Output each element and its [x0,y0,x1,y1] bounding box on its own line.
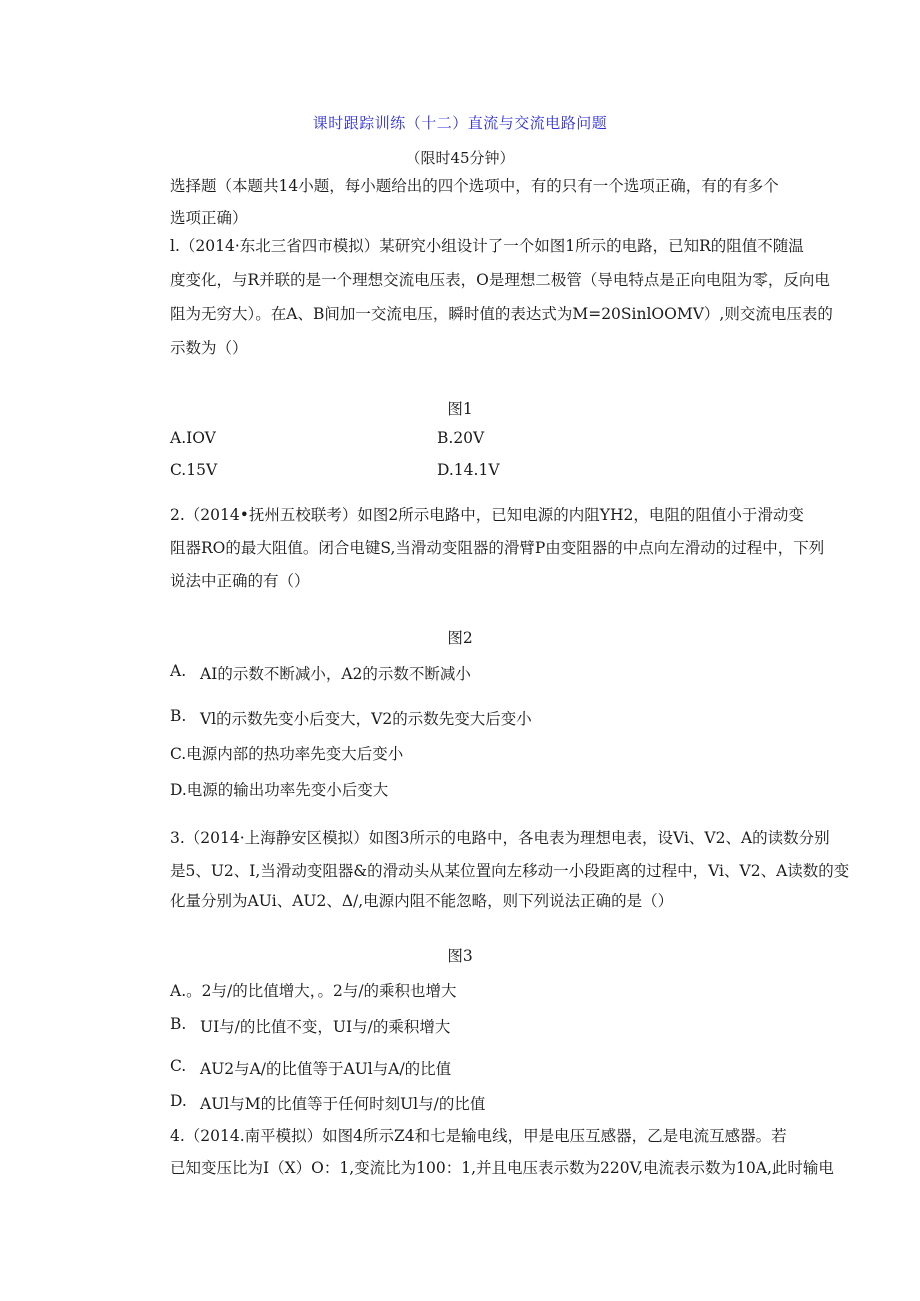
q3-option-a: A.。2与/的比值增大，。2与/的乘积也增大 [170,982,457,1000]
q2-option-b: Vl的示数先变小后变大，V2的示数先变大后变小 [200,710,532,728]
figure-3-caption: 图3 [447,947,473,965]
q1-line-4: 示数为（） [170,339,248,357]
q3-line-1: 3.（2014·上海静安区模拟）如图3所示的电路中，各电表为理想电表，设Vi、V2、A的读数分别 [170,829,830,847]
q3-line-3: 化量分别为AUi、AU2、Δ/,电源内阻不能忽略，则下列说法正确的是（） [170,892,674,910]
q2-option-a-label: A. [170,662,187,680]
figure-1-caption: 图1 [447,400,473,418]
q2-option-d: D.电源的输出功率先变小后变大 [170,781,389,799]
q2-option-a: AI的示数不断减小，A2的示数不断减小 [200,665,471,683]
q2-line-2: 阻器RO的最大阻值。闭合电键S,当滑动变阻器的滑臂P由变阻器的中点向左滑动的过程中，下列 [170,539,825,557]
document-title: 课时跟踪训练（十二）直流与交流电路问题 [312,114,608,132]
q1-option-a: A.IOV [170,429,216,447]
q2-option-b-label: B. [170,707,187,725]
q3-option-d: AUl与M的比值等于任何时刻Ul与/的比值 [200,1095,486,1113]
q3-line-2: 是5、U2、I,当滑动变阻器&的滑动头从某位置向左移动一小段距离的过程中，Vi、V2、A读数的变 [170,862,850,880]
q4-line-1: 4.（2014.南平模拟）如图4所示Z4和七是输电线，甲是电压互感器，乙是电流互感器。若 [170,1127,787,1145]
figure-2-caption: 图2 [447,629,473,647]
section-intro: 选择题（本题共14小题，每小题给出的四个选项中，有的只有一个选项正确，有的有多个选项正确） [170,177,779,227]
q2-option-c: C.电源内部的热功率先变大后变小 [170,745,404,763]
q3-option-b-label: B. [170,1015,187,1033]
q1-line-2: 度变化，与R并联的是一个理想交流电压表，O是理想二极管（导电特点是正向电阻为零，反向电 [170,271,830,289]
q2-line-3: 说法中正确的有（） [170,572,310,590]
q1-line-3: 阻为无穷大）。在A、B间加一交流电压，瞬时值的表达式为M=20SinlOOMV）,则交流电压表的 [170,305,833,323]
q3-option-c: AU2与A/的比值等于AUl与A/的比值 [200,1060,452,1078]
q1-option-b: B.20V [437,429,485,447]
q1-line-1: l.（2014·东北三省四市模拟）某研究小组设计了一个如图1所示的电路，已知R的阻值不随温 [170,237,804,255]
q3-option-c-label: C. [170,1057,187,1075]
q3-option-d-label: D. [170,1092,187,1110]
q4-line-2: 已知变压比为I（X）O：1,变流比为100：1,并且电压表示数为220V,电流表示数为10A,此时输电 [170,1159,834,1177]
q3-option-b: UI与/的比值不变，UI与/的乘积增大 [200,1018,451,1036]
q1-option-d: D.14.1V [437,461,500,479]
time-limit: （限时45分钟） [405,149,515,167]
q2-line-1: 2.（2014•抚州五校联考）如图2所示电路中，已知电源的内阻YH2，电阻的阻值小于滑动变 [170,506,804,524]
q1-option-c: C.15V [170,461,218,479]
